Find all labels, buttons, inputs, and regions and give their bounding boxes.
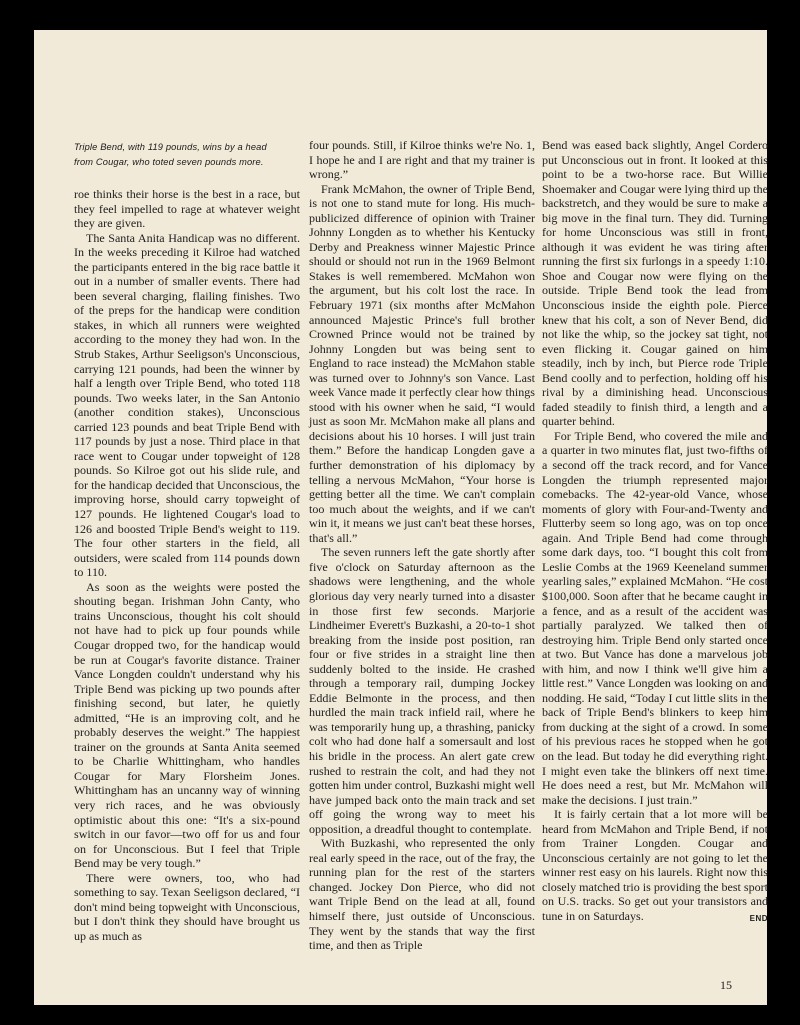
- end-mark: END: [749, 913, 768, 923]
- paragraph: roe thinks their horse is the best in a race, but they feel impelled to rage at whatever weight they are given.: [74, 187, 300, 231]
- photo-caption: [74, 140, 306, 170]
- paragraph: four pounds. Still, if Kilroe thinks we're No. 1, I hope he and I are right and that my trainer is wrong.”: [309, 138, 535, 182]
- paragraph: [542, 807, 768, 923]
- paragraph: The Santa Anita Handicap was no different. In the weeks preceding it Kilroe had watched the participants entered in the big race battle it out in a number of smaller events. There had been several charging, flailing finishes. Two of the preps for the handicap were condition stakes, in which all runners were weighted according to the money they had won. In the Strub Stakes, Arthur Seeligson's Unconscious, carrying 121 pounds, had been the winner by half a length over Triple Bend, who toted 118 pounds. Two weeks later, in the San Antonio (another condition stakes), Unconscious carried 123 pounds and beat Triple Bend with 117 pounds by just a nose. Third place in that race went to Cougar under topweight of 128 pounds. So Kilroe got out his slide rule, and for the handicap decided that Unconscious, the improving horse, should carry topweight of 127 pounds. He lightened Cougar's load to 126 and boosted Triple Bend's weight to 119. The four other starters in the field, all outsiders, were scaled from 114 pounds down to 110.: [74, 230, 300, 580]
- paragraph: The seven runners left the gate shortly after five o'clock on Saturday afternoon as the shadows were lengthening, and the whole glorious day very nearly turned into a disaster in those first few seconds. Marjorie Lindheimer Everett's Buzkashi, a 20-to-1 shot breaking from the inside post position, ran four or five strides in a straight line then suddenly bolted to the inside. He crashed through a temporary rail, dumping Jockey Eddie Belmonte in the process, and then hurdled the main track infield rail, where he was temporarily hung up, a thrashing, panicky colt who had done half a somersault and lost his bridle in the process. An alert gate crew rushed to restrain the colt, and had they not gotten him under control, Buzkashi might well have jumped back onto the main track and set off going the wrong way to meet his opposition, a dreadful thought to contemplate.: [309, 545, 535, 836]
- paragraph: Frank McMahon, the owner of Triple Bend, is not one to stand mute for long. His much-publicized difference of opinion with Trainer Johnny Longden as to whether his Kentucky Derby and Preakness winner Majestic Prince should or should not run in the 1969 Belmont Stakes is well remembered. McMahon won the argument, but his colt lost the race. In February 1971 (six months after McMahon announced Majestic Prince's full brother Crowned Prince would not be trained by Johnny Longden but was being sent to England to race instead) the McMahon stable was turned over to Johnny's son Vance. Last week Vance made it perfectly clear how things stood with his owner when he said, “I would just as soon Mr. McMahon make all plans and decisions about his 10 horses. I will just train them.” Before the handicap Longden gave a further demonstration of his diplomacy by telling a nervous McMahon, “Your horse is getting better all the time. We can't complain too much about the weights, and if we can't win it, it means we just can't beat these horses, that's all.”: [309, 181, 535, 545]
- paragraph-text: It is fairly certain that a lot more will be heard from McMahon and Triple Bend, if not from Trainer Longden. Cougar and Unconscious certainly are not going to let the winner rest easy on his laurels. Right now this closely matched trio is providing the best sport on U.S. tracks. So get out your transistors and tune in on Saturdays.: [542, 807, 768, 923]
- paragraph: With Buzkashi, who represented the only real early speed in the race, out of the fray, the running plan for the rest of the starters changed. Jockey Don Pierce, who did not want Triple Bend on the lead at all, found himself there, just outside of Unconscious. They went by the stands that way the first time, and then as Triple: [309, 836, 535, 953]
- article-column-3: [542, 138, 768, 927]
- paragraph: Bend was eased back slightly, Angel Cordero put Unconscious out in front. It looked at this point to be a two-horse race. But Willie Shoemaker and Cougar were lying third up the backstretch, and they would be sure to make a big move in the final turn. They did. Turning for home Unconscious was still in front, although it was evident he was tiring after running the first six furlongs in a speedy 1:10. Shoe and Cougar now were flying on the outside. Triple Bend took the lead from Unconscious inside the eighth pole. Pierce knew that his colt, a son of Never Bend, did not like the whip, so the jockey sat tight, not even flicking it. Cougar gained on him steadily, inch by inch, but Pierce rode Triple Bend coolly and to perfection, holding off his rival by a diminishing head. Unconscious faded steadily to finish third, a length and a quarter behind.: [542, 138, 768, 429]
- magazine-page: [34, 30, 767, 1005]
- paragraph: For Triple Bend, who covered the mile and a quarter in two minutes flat, just two-fifths of a second off the track record, and for Vance Longden the triumph represented major comebacks. The 42-year-old Vance, whose moments of glory with Four-and-Twenty and Flutterby seem so long ago, was on top once again. And Triple Bend had come through some dark days, too. “I bought this colt from Leslie Combs at the 1969 Keeneland summer yearling sales,” explained McMahon. “He cost $100,000. Soon after that he became caught in a fence, and as a result of the accident was partially paralyzed. We talked then of destroying him. Triple Bend only started once at two. But Vance has done a marvelous job with him, and now I think we'll give him a little rest.” Vance Longden was looking on and nodding. He said, “Today I cut little slits in the back of Triple Bend's blinkers to keep him from ducking at the sight of a crowd. In some of his previous races he stopped when he got on the lead. But today he did everything right. I might even take the blinkers off next time. He does need a rest, but Mr. McMahon will make the decisions. I just train.”: [542, 428, 768, 807]
- paragraph: There were owners, too, who had something to say. Texan Seeligson declared, “I don't mind being topweight with Unconscious, but I don't think they should have brought us up as much as: [74, 870, 300, 943]
- page-number: 15: [720, 978, 732, 992]
- paragraph: As soon as the weights were posted the shouting began. Irishman John Canty, who trains Unconscious, thought his colt should not have had to pick up four pounds while Cougar dropped two, for the handicap would be run at Cougar's favorite distance. Trainer Vance Longden couldn't understand why his Triple Bend was picking up two pounds after finishing second, but later, he quietly admitted, “He is an improving colt, and he probably deserves the weight.” The happiest trainer on the grounds at Santa Anita seemed to be Charlie Whittingham, who handles Cougar for Mary Florsheim Jones. Whittingham has an uncanny way of winning very rich races, and he was obviously optimistic about this one: “It's a six-pound switch in our favor—two off for us and four on for Unconscious. But I feel that Triple Bend may be very tough.”: [74, 579, 300, 871]
- caption-line-1: Triple Bend, with 119 pounds, wins by a head: [74, 142, 267, 152]
- article-column-2: [309, 138, 535, 953]
- caption-line-2: from Cougar, who toted seven pounds more.: [74, 157, 264, 167]
- article-column-1: [74, 187, 300, 943]
